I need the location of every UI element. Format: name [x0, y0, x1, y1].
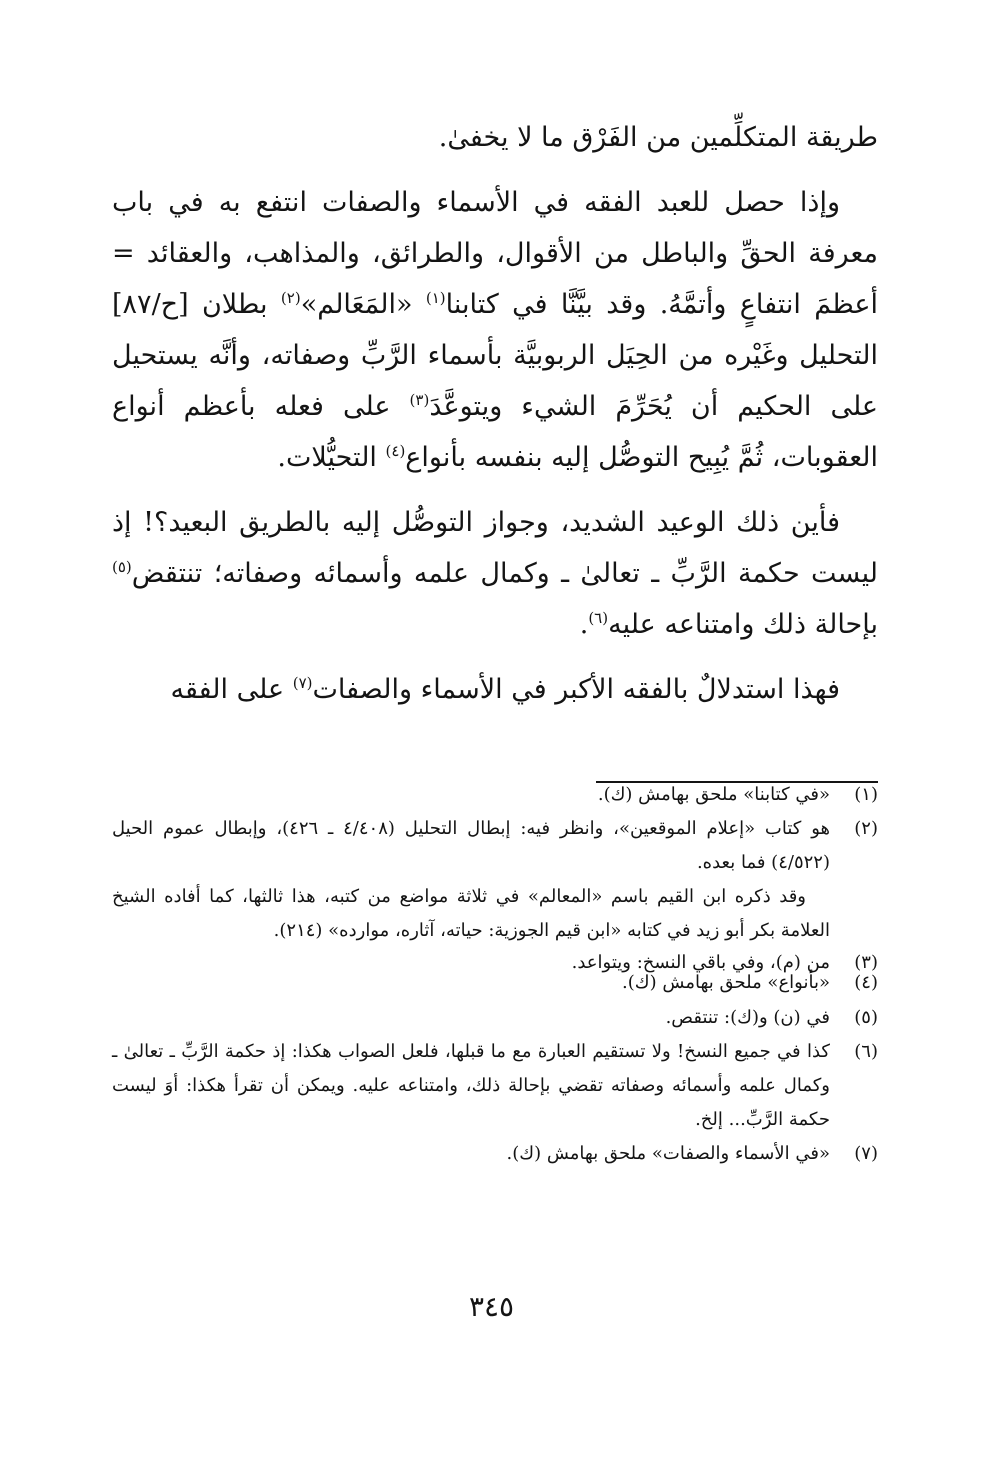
paragraph-3	[112, 497, 878, 650]
paragraph-4-text-b: على الفقه	[170, 674, 293, 705]
footnote-text: «في كتابنا» ملحق بهامش (ك).	[597, 784, 830, 805]
main-text	[112, 112, 878, 729]
paragraph-2-text-a: وإذا حصل للعبد الفقه في الأسماء والصفات انتفع به في باب معرفة الحقِّ والباطل من الأقوال، والطرائق، والمذاهب، والعقائد = أعظمَ انتفاعٍ وأتمَّهُ. وقد بيَّنَّا في كتابنا	[112, 187, 879, 320]
footnote-ref-5[interactable]: (٥)	[112, 558, 132, 576]
footnote-ref-7[interactable]: (٧)	[292, 674, 313, 692]
footnote-number: (٤)	[854, 972, 878, 993]
footnote-text: كذا في جميع النسخ! ولا تستقيم العبارة مع ما قبلها، فلعل الصواب هكذا: إذ حكمة الرَّبِّ ـ تعالىٰ ـ وكمال علمه وأسمائه وصفاته تقضي بإحالة ذلك، وامتناعه عليه. ويمكن أن تقرأ هكذا: أوَ ليست حكمة الرَّبِّ... إلخ.	[112, 1041, 830, 1130]
footnotes	[112, 778, 878, 1171]
paragraph-2-text-e: التحيُّلات.	[277, 442, 386, 473]
footnote-3	[112, 953, 878, 973]
footnote-number: (٧)	[854, 1143, 878, 1164]
paragraph-1	[112, 112, 878, 163]
paragraph-2	[112, 177, 878, 483]
footnote-1	[112, 778, 878, 812]
footnote-number: (١)	[854, 784, 878, 805]
footnote-text: «بأنواع» ملحق بهامش (ك).	[622, 972, 830, 993]
paragraph-2-text-d: على فعله بأعظم أنواع العقوبات، ثُمَّ يُبِيح التوصُّل إليه بنفسه بأنواع	[112, 391, 878, 473]
footnote-text: في (ن) و(ك): تنتقص.	[665, 1007, 830, 1028]
footnote-ref-3[interactable]: (٣)	[409, 391, 430, 409]
footnote-6	[112, 1035, 878, 1137]
paragraph-3-text-b: بإحالة ذلك وامتناعه عليه	[608, 609, 878, 640]
footnote-number: (٢)	[854, 818, 878, 839]
page-number: ٣٤٥	[468, 1290, 515, 1323]
footnote-text: «في الأسماء والصفات» ملحق بهامش (ك).	[506, 1143, 830, 1164]
paragraph-4	[112, 664, 878, 715]
paragraph-2-text-b: «المَعَالم»	[300, 289, 426, 320]
footnote-7	[112, 1137, 878, 1171]
footnote-number: (٥)	[854, 1007, 878, 1028]
footnote-ref-4[interactable]: (٤)	[385, 442, 406, 460]
paragraph-4-text-a: فهذا استدلالٌ بالفقه الأكبر في الأسماء والصفات	[312, 674, 840, 705]
paragraph-3-text-a: فأين ذلك الوعيد الشديد، وجواز التوصُّل إليه بالطريق البعيد؟! إذ ليست حكمة الرَّبِّ ـ تعالىٰ ـ وكمال علمه وأسمائه وصفاته؛ تنتقض	[112, 507, 878, 589]
footnote-text: هو كتاب «إعلام الموقعين»، وانظر فيه: إبطال التحليل (٤/٤٠٨ ـ ٤٢٦)، وإبطال عموم الحيل (٤/٥٢٢) فما بعده.	[112, 818, 831, 873]
footnote-number: (٣)	[854, 952, 878, 973]
footnote-number: (٦)	[854, 1041, 878, 1062]
footnote-ref-1[interactable]: (١)	[425, 289, 446, 307]
footnote-2	[112, 812, 878, 880]
footnote-2-continuation: وقد ذكره ابن القيم باسم «المعالم» في ثلاثة مواضع من كتبه، هذا ثالثها، كما أفاده الشيخ العلامة بكر أبو زيد في كتابه «ابن قيم الجوزية: حياته، آثاره، موارده» (٢١٤).	[112, 886, 830, 941]
footnote-4	[112, 973, 878, 993]
paragraph-3-text-c: .	[579, 609, 589, 640]
footnote-text: من (م)، وفي باقي النسخ: ويتواعد.	[571, 952, 830, 973]
paragraph-2-text-c: بطلان [ح/٨٧] التحليل وغَيْره من الحِيَل الربوبيَّة بأسماء الرَّبِّ وصفاته، وأنَّه يستحيل على الحكيم أن يُحَرِّمَ الشيء ويتوعَّدَ	[112, 289, 879, 422]
footnote-ref-2[interactable]: (٢)	[280, 289, 301, 307]
paragraph-1-text: طريقة المتكلِّمين من الفَرْق ما لا يخفىٰ.	[438, 122, 878, 153]
footnote-ref-6[interactable]: (٦)	[588, 609, 609, 627]
footnote-5	[112, 1001, 878, 1035]
